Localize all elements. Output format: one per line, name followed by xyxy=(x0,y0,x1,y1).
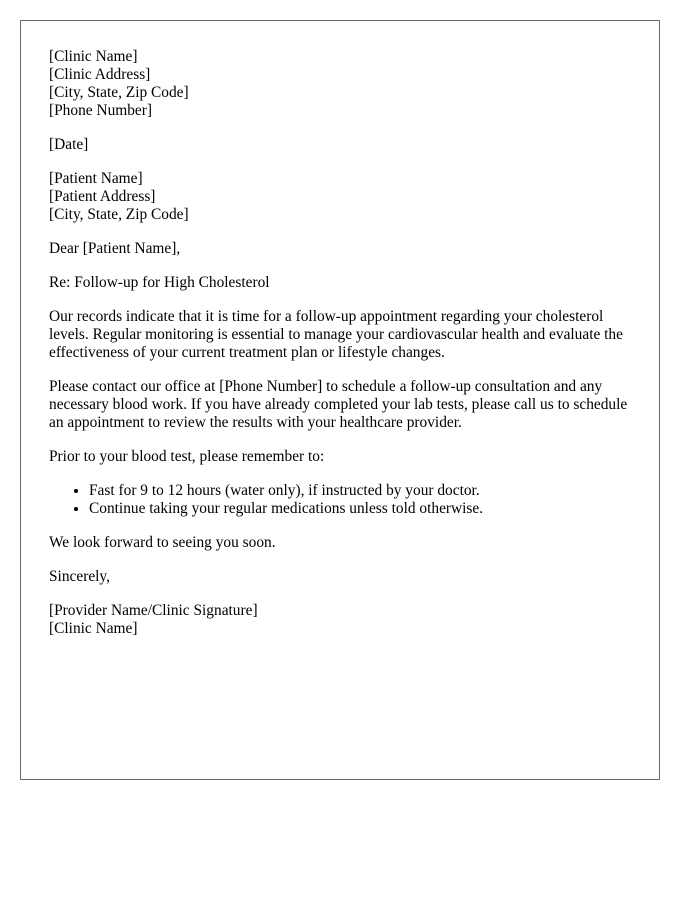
paragraph-contact: Please contact our office at [Phone Number] to schedule a follow-up consultation and any necessary blood work. If you have already completed your lab tests, please call us to schedule an appointment to review the results with your healthcare provider. xyxy=(49,378,628,431)
date-block xyxy=(49,136,639,154)
list-item: • Fast for 9 to 12 hours (water only), if instructed by your doctor. xyxy=(89,482,639,500)
clinic-address-block xyxy=(49,48,639,120)
sign-off: Sincerely, xyxy=(49,568,110,585)
clinic-name: [Clinic Name] xyxy=(49,48,138,65)
patient-address: [Patient Address] xyxy=(49,188,156,205)
closing-line: We look forward to seeing you soon. xyxy=(49,534,276,551)
letter-page xyxy=(20,20,660,780)
patient-address-block xyxy=(49,170,639,224)
letter-date: [Date] xyxy=(49,136,89,153)
provider-signature: [Provider Name/Clinic Signature] xyxy=(49,602,258,619)
salutation: Dear [Patient Name], xyxy=(49,240,181,257)
paragraph-records: Our records indicate that it is time for a follow-up appointment regarding your cholesterol levels. Regular monitoring is essential to manage your cardiovascular health and evaluate the effectiveness of your current treatment plan or lifestyle changes. xyxy=(49,308,623,361)
reminder-list xyxy=(49,482,639,518)
list-item: • Continue taking your regular medications unless told otherwise. xyxy=(89,500,639,518)
subject-line: Re: Follow-up for High Cholesterol xyxy=(49,274,270,291)
clinic-address: [Clinic Address] xyxy=(49,66,151,83)
signature-clinic-name: [Clinic Name] xyxy=(49,620,138,637)
clinic-city-state-zip: [City, State, Zip Code] xyxy=(49,84,189,101)
patient-city-state-zip: [City, State, Zip Code] xyxy=(49,206,189,223)
letter-body xyxy=(49,48,639,654)
clinic-phone: [Phone Number] xyxy=(49,102,153,119)
patient-name: [Patient Name] xyxy=(49,170,143,187)
signature-block xyxy=(49,602,639,638)
paragraph-reminder-intro: Prior to your blood test, please remember to: xyxy=(49,448,325,465)
